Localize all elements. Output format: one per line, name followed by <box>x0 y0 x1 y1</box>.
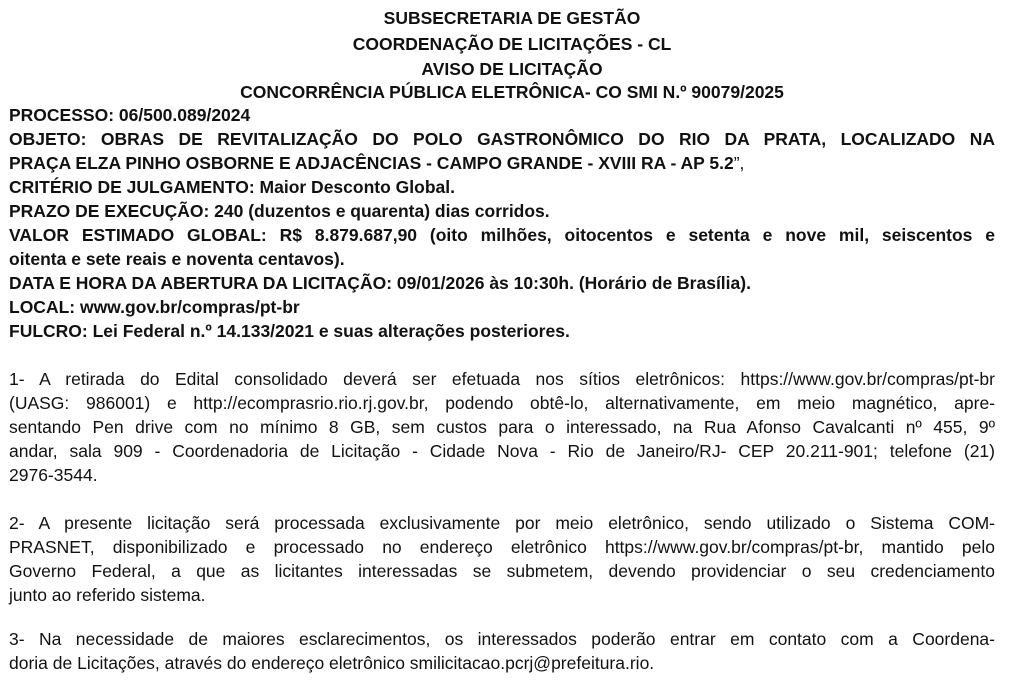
field-local: LOCAL: www.gov.br/compras/pt-br <box>9 297 300 317</box>
field-valor-line2: oitenta e sete reais e noventa centavos). <box>9 249 345 269</box>
field-objeto-line1: OBJETO: OBRAS DE REVITALIZAÇÃO DO POLO GASTRONÔMICO DO RIO DA PRATA, LOCALIZADO NA <box>9 129 995 149</box>
field-prazo: PRAZO DE EXECUÇÃO: 240 (duzentos e quarenta) dias corridos. <box>9 201 550 221</box>
field-processo: PROCESSO: 06/500.089/2024 <box>9 105 251 125</box>
header-coordenacao: COORDENAÇÃO DE LICITAÇÕES - CL <box>352 34 672 54</box>
header-aviso: AVISO DE LICITAÇÃO <box>421 59 603 79</box>
paragraph-2-line4: junto ao referido sistema. <box>9 585 206 605</box>
paragraph-1-line5: 2976-3544. <box>9 465 98 485</box>
header-subsecretaria: SUBSECRETARIA DE GESTÃO <box>383 8 641 28</box>
field-valor-line1: VALOR ESTIMADO GLOBAL: R$ 8.879.687,90 (oito milhões, oitocentos e setenta e nove mil, seiscentos e <box>9 225 995 245</box>
objeto-line2-text: PRAÇA ELZA PINHO OSBORNE E ADJACÊNCIAS - CAMPO GRANDE - XVIII RA - AP 5.2 <box>9 153 734 173</box>
field-criterio: CRITÉRIO DE JULGAMENTO: Maior Desconto Global. <box>9 177 455 197</box>
paragraph-1-line3: sentando Pen drive com no mínimo 8 GB, sem custos para o interessado, na Rua Afonso Cavalcanti nº 455, 9º <box>9 417 995 437</box>
paragraph-2-line2: PRASNET, disponibilizado e processado no endereço eletrônico https://www.gov.br/compras/pt-br, mantido pelo <box>9 537 995 557</box>
paragraph-3-line2: doria de Licitações, através do endereço eletrônico smilicitacao.pcrj@prefeitura.rio. <box>9 653 655 673</box>
field-data-hora: DATA E HORA DA ABERTURA DA LICITAÇÃO: 09/01/2026 às 10:30h. (Horário de Brasília). <box>9 273 751 293</box>
paragraph-2-line1: 2- A presente licitação será processada exclusivamente por meio eletrônico, sendo utilizado o Sistema COM- <box>9 513 995 533</box>
field-fulcro: FULCRO: Lei Federal n.º 14.133/2021 e suas alterações posteriores. <box>9 321 570 341</box>
paragraph-3-line1: 3- Na necessidade de maiores esclarecimentos, os interessados poderão entrar em contato com a Coordena- <box>9 629 995 649</box>
paragraph-1-line2: (UASG: 986001) e http://ecomprasrio.rio.rj.gov.br, podendo obtê-lo, alternativamente, em meio magnético, apre- <box>9 393 995 413</box>
paragraph-1-line1: 1- A retirada do Edital consolidado deverá ser efetuada nos sítios eletrônicos: https://www.gov.br/compras/pt-br <box>9 369 995 389</box>
field-objeto-line2 <box>9 152 744 174</box>
header-concorrencia: CONCORRÊNCIA PÚBLICA ELETRÔNICA- CO SMI N.º 90079/2025 <box>240 82 784 102</box>
objeto-line2-tail: ”, <box>733 153 745 173</box>
paragraph-2-line3: Governo Federal, a que as licitantes interessadas se submetem, devendo providenciar o seu credenciamento <box>9 561 995 581</box>
paragraph-1-line4: andar, sala 909 - Coordenadoria de Licitação - Cidade Nova - Rio de Janeiro/RJ- CEP 20.211-901; telefone (21) <box>9 441 995 461</box>
